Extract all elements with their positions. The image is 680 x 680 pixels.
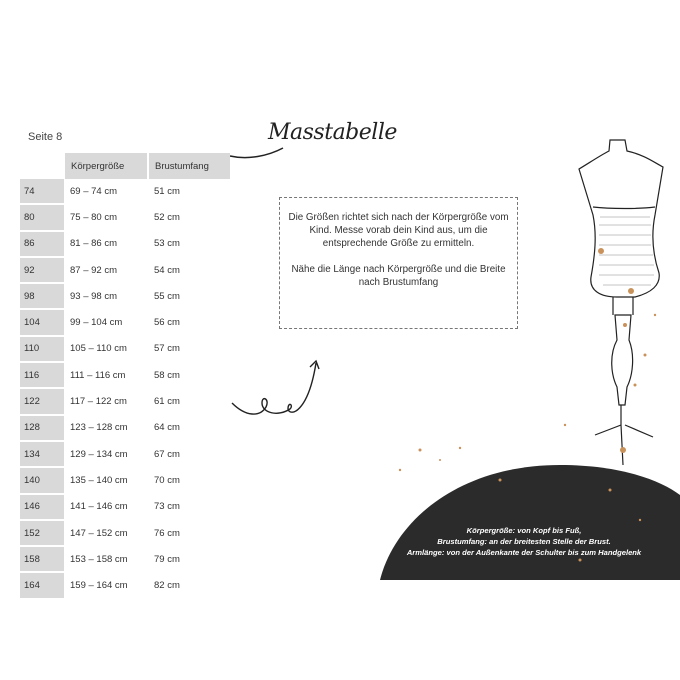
note-line-3: Armlänge: von der Außenkante der Schulter bis zum Handgelenk	[406, 548, 642, 557]
chest-cell: 56 cm	[148, 309, 230, 335]
size-table	[20, 153, 230, 600]
height-cell: 81 – 86 cm	[64, 231, 148, 257]
chest-cell: 58 cm	[148, 362, 230, 388]
table-row	[20, 520, 230, 546]
size-cell: 92	[20, 257, 64, 283]
height-cell: 153 – 158 cm	[64, 546, 148, 572]
table-row	[20, 336, 230, 362]
chest-cell: 70 cm	[148, 467, 230, 493]
chest-cell: 67 cm	[148, 441, 230, 467]
height-cell: 147 – 152 cm	[64, 520, 148, 546]
size-cell: 158	[20, 546, 64, 572]
table-row	[20, 283, 230, 309]
measure-notes	[368, 525, 680, 558]
chest-cell: 52 cm	[148, 204, 230, 230]
table-row	[20, 231, 230, 257]
table-row	[20, 572, 230, 598]
table-row	[20, 362, 230, 388]
size-cell: 134	[20, 441, 64, 467]
size-cell: 122	[20, 388, 64, 414]
height-cell: 93 – 98 cm	[64, 283, 148, 309]
chest-cell: 64 cm	[148, 415, 230, 441]
height-cell: 111 – 116 cm	[64, 362, 148, 388]
table-row	[20, 441, 230, 467]
note-line-1: Körpergröße: von Kopf bis Fuß,	[466, 526, 582, 535]
height-cell: 123 – 128 cm	[64, 415, 148, 441]
globe-illustration	[380, 440, 680, 580]
table-row	[20, 179, 230, 204]
size-cell: 104	[20, 309, 64, 335]
height-cell: 87 – 92 cm	[64, 257, 148, 283]
header-brustumfang: Brustumfang	[148, 153, 230, 179]
height-cell: 129 – 134 cm	[64, 441, 148, 467]
title-block	[228, 108, 397, 168]
table-row	[20, 204, 230, 230]
info-paragraph-1: Die Größen richtet sich nach der Körpergröße vom Kind. Messe vorab dein Kind aus, um die entsprechende Größe zu ermitteln.	[288, 212, 509, 249]
size-cell: 86	[20, 231, 64, 257]
table-header-row	[20, 153, 230, 179]
info-box	[279, 197, 518, 329]
note-line-2: Brustumfang: an der breitesten Stelle der Brust.	[437, 537, 611, 546]
height-cell: 141 – 146 cm	[64, 494, 148, 520]
height-cell: 69 – 74 cm	[64, 179, 148, 204]
table-row	[20, 546, 230, 572]
header-size	[20, 153, 64, 179]
header-koerpergroesse: Körpergröße	[64, 153, 148, 179]
info-paragraph-2: Nähe die Länge nach Körpergröße und die Breite nach Brustumfang	[291, 264, 506, 288]
size-cell: 74	[20, 179, 64, 204]
size-cell: 116	[20, 362, 64, 388]
size-cell: 128	[20, 415, 64, 441]
page-title: Masstabelle	[268, 120, 397, 145]
chest-cell: 76 cm	[148, 520, 230, 546]
chest-cell: 79 cm	[148, 546, 230, 572]
table-row	[20, 415, 230, 441]
table-row	[20, 467, 230, 493]
chest-cell: 57 cm	[148, 336, 230, 362]
size-cell: 146	[20, 494, 64, 520]
height-cell: 105 – 110 cm	[64, 336, 148, 362]
height-cell: 99 – 104 cm	[64, 309, 148, 335]
size-cell: 110	[20, 336, 64, 362]
height-cell: 75 – 80 cm	[64, 204, 148, 230]
chest-cell: 73 cm	[148, 494, 230, 520]
chest-cell: 55 cm	[148, 283, 230, 309]
size-cell: 140	[20, 467, 64, 493]
table-row	[20, 494, 230, 520]
size-cell: 152	[20, 520, 64, 546]
chest-cell: 53 cm	[148, 231, 230, 257]
curly-arrow-icon	[228, 355, 328, 425]
chest-cell: 61 cm	[148, 388, 230, 414]
size-cell: 164	[20, 572, 64, 598]
size-cell: 80	[20, 204, 64, 230]
table-row	[20, 257, 230, 283]
table-row	[20, 309, 230, 335]
height-cell: 117 – 122 cm	[64, 388, 148, 414]
height-cell: 159 – 164 cm	[64, 572, 148, 598]
height-cell: 135 – 140 cm	[64, 467, 148, 493]
table-row	[20, 388, 230, 414]
chest-cell: 51 cm	[148, 179, 230, 204]
mannequin-illustration	[555, 125, 680, 475]
chest-cell: 54 cm	[148, 257, 230, 283]
size-cell: 98	[20, 283, 64, 309]
chest-cell: 82 cm	[148, 572, 230, 598]
page-label: Seite 8	[28, 131, 63, 143]
